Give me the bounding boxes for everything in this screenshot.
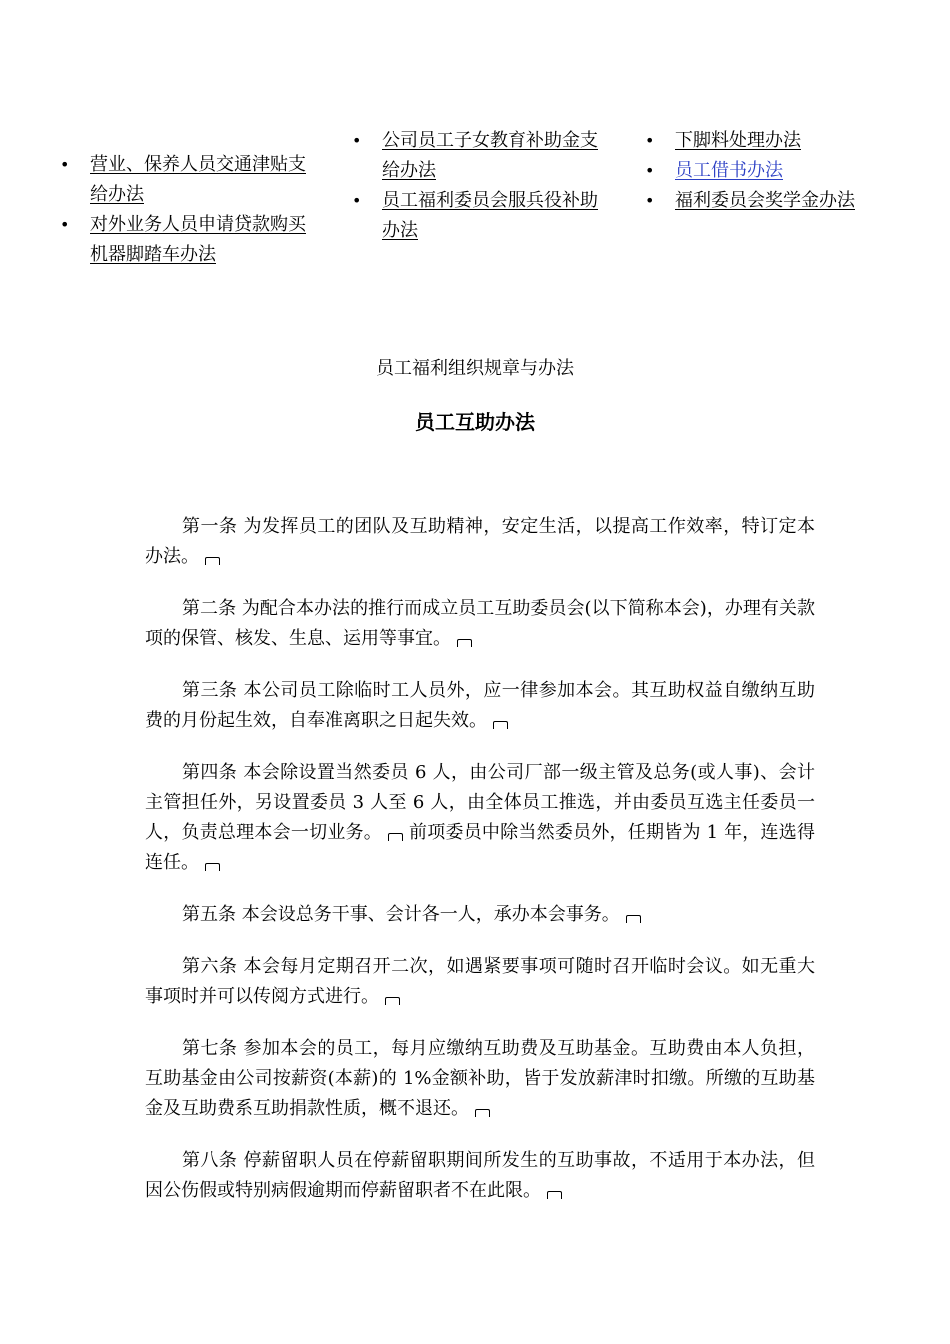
- article-text: 第二条 为配合本办法的推行而成立员工互助委员会(以下简称本会)，办理有关款项的保管、核发、生息、运用等事宜。: [145, 598, 815, 649]
- paragraph-mark-icon: [388, 833, 403, 841]
- article-text: 第八条 停薪留职人员在停薪留职期间所发生的互助事故，不适用于本办法，但因公伤假或特别病假逾期而停薪留职者不在此限。: [145, 1150, 815, 1201]
- paragraph-mark-icon: [475, 1109, 490, 1117]
- paragraph-mark-icon: [493, 721, 508, 729]
- list-item: [352, 186, 602, 246]
- article-text: 前项委员中除当然委员外，任期皆为 1 年，连选得连任。: [145, 822, 816, 873]
- related-links-column-2: [352, 126, 602, 246]
- article-text: 第一条 为发挥员工的团队及互助精神，安定生活，以提高工作效率，特订定本办法。: [145, 516, 815, 567]
- bullet-icon: •: [60, 155, 70, 174]
- document-subtitle: 员工福利组织规章与办法: [376, 358, 574, 379]
- list-item: [352, 126, 602, 186]
- article-4: [145, 758, 815, 878]
- article-7: [145, 1034, 815, 1124]
- bullet-icon: •: [645, 191, 655, 210]
- article-3: [145, 676, 815, 736]
- article-5: [145, 900, 815, 930]
- articles-body: [145, 512, 815, 1228]
- link-motorcycle-loan[interactable]: 对外业务人员申请贷款购买机器脚踏车办法: [90, 214, 306, 265]
- link-book-borrowing[interactable]: 员工借书办法: [675, 160, 783, 181]
- article-text: 第五条 本会设总务干事、会计各一人，承办本会事务。: [182, 904, 620, 925]
- list-item: [645, 156, 925, 186]
- link-transport-allowance[interactable]: 营业、保养人员交通津贴支给办法: [90, 154, 306, 205]
- article-1: [145, 512, 815, 572]
- article-8: [145, 1146, 815, 1206]
- link-military-service-subsidy[interactable]: 员工福利委员会服兵役补助办法: [382, 190, 598, 241]
- bullet-icon: •: [352, 131, 362, 150]
- article-text: 第六条 本会每月定期召开二次，如遇紧要事项可随时召开临时会议。如无重大事项时并可以传阅方式进行。: [145, 956, 815, 1007]
- article-text: 第三条 本公司员工除临时工人员外，应一律参加本会。其互助权益自缴纳互助费的月份起生效，自奉准离职之日起失效。: [145, 680, 815, 731]
- paragraph-mark-icon: [547, 1191, 562, 1199]
- article-6: [145, 952, 815, 1012]
- paragraph-mark-icon: [205, 557, 220, 565]
- bullet-icon: •: [60, 215, 70, 234]
- link-scholarship[interactable]: 福利委员会奖学金办法: [675, 190, 855, 211]
- list-item: [645, 186, 925, 216]
- paragraph-mark-icon: [385, 997, 400, 1005]
- paragraph-mark-icon: [457, 639, 472, 647]
- list-item: [645, 126, 925, 156]
- list-item: [60, 150, 310, 210]
- link-scrap-material-handling[interactable]: 下脚料处理办法: [675, 130, 801, 151]
- bullet-icon: •: [645, 131, 655, 150]
- bullet-icon: •: [352, 191, 362, 210]
- paragraph-mark-icon: [626, 915, 641, 923]
- article-text: 第七条 参加本会的员工，每月应缴纳互助费及互助基金。互助费由本人负担，互助基金由公司按薪资(本薪)的 1%金额补助，皆于发放薪津时扣缴。所缴的互助基金及互助费系互助捐款性质，概不退还。: [145, 1038, 815, 1119]
- related-links-column-3: [645, 126, 925, 216]
- paragraph-mark-icon: [205, 863, 220, 871]
- link-children-education-subsidy[interactable]: 公司员工子女教育补助金支给办法: [382, 130, 598, 181]
- article-2: [145, 594, 815, 654]
- article-text: 第四条 本会除设置当然委员 6 人，由公司厂部一级主管及总务(或人事)、会计主管担任外，另设置委员 3 人至 6 人，由全体员工推选，并由委员互选主任委员一人，负责总理本会一切业务。: [145, 762, 815, 843]
- list-item: [60, 210, 310, 270]
- bullet-icon: •: [645, 161, 655, 180]
- related-links-column-1: [60, 150, 310, 270]
- document-title: 员工互助办法: [415, 410, 535, 434]
